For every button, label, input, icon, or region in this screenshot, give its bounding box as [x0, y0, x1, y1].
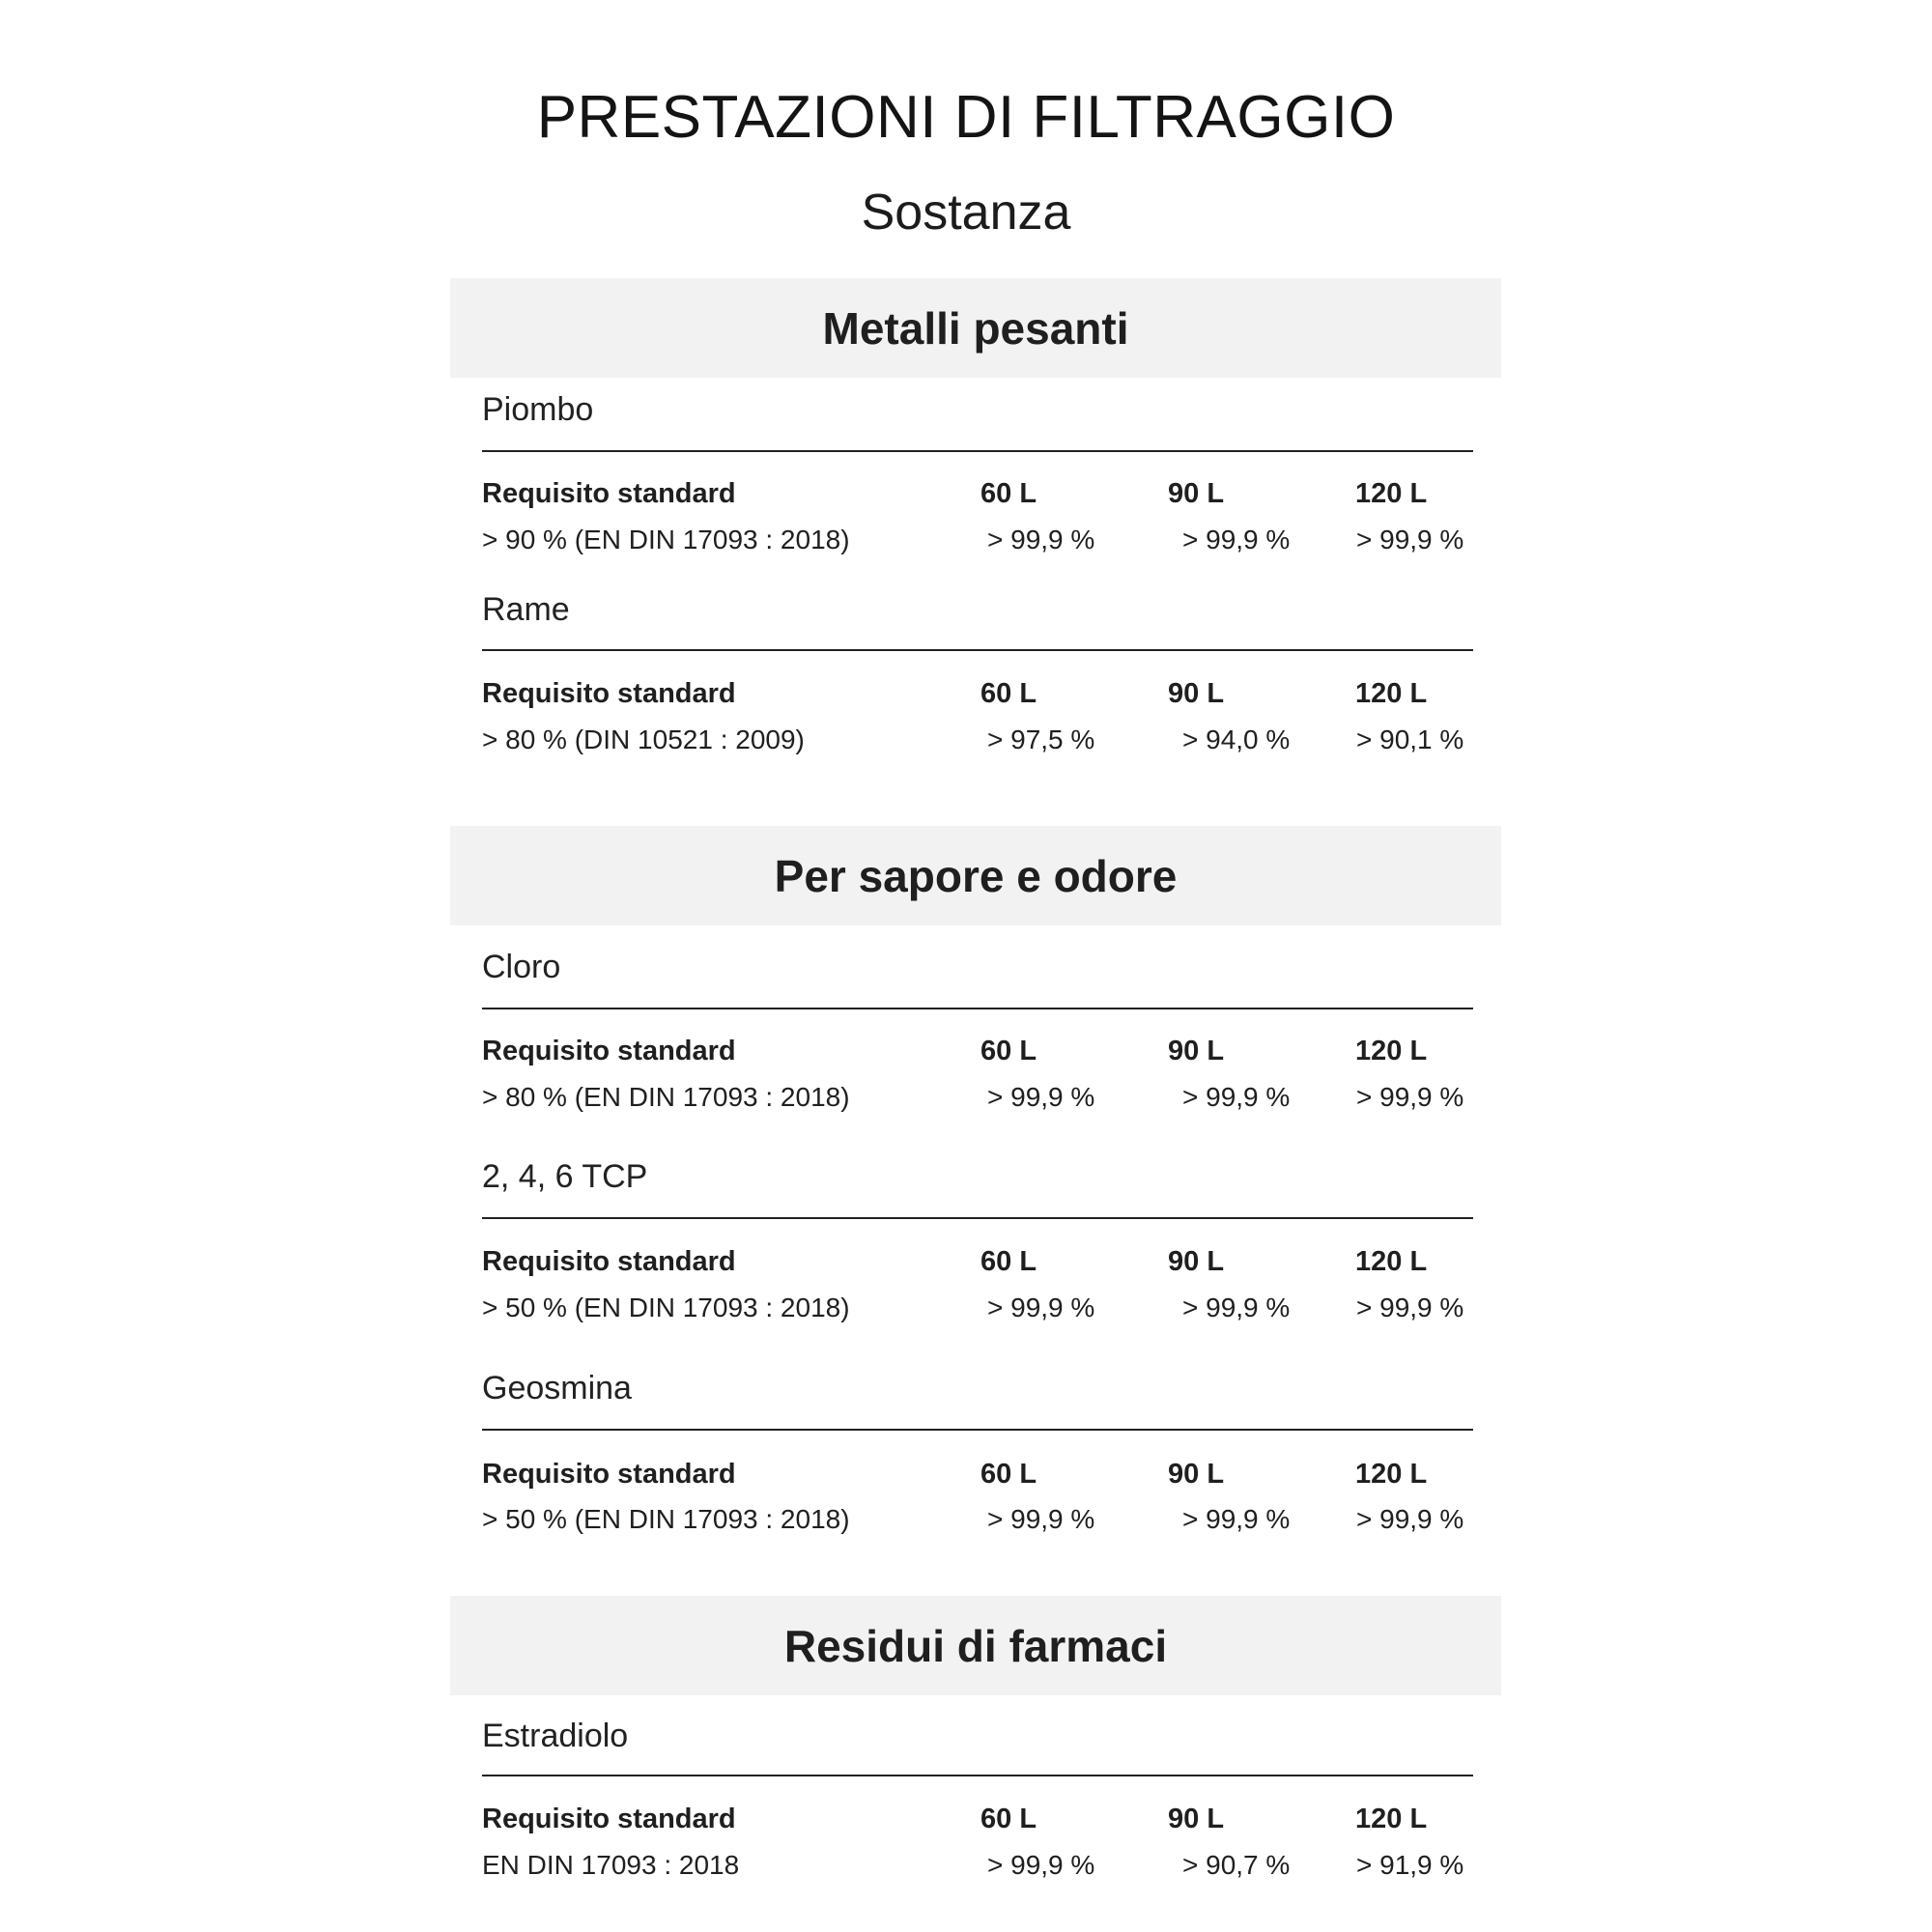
substance-name: Cloro [482, 949, 561, 985]
page-title: PRESTAZIONI DI FILTRAGGIO [536, 84, 1396, 151]
column-header-60l: 60 L [980, 1246, 1037, 1277]
column-header-60l: 60 L [980, 478, 1037, 509]
value-90l: > 94,0 % [1182, 724, 1291, 754]
value-60l: > 99,9 % [987, 1504, 1095, 1534]
value-90l: > 99,9 % [1182, 1082, 1291, 1112]
divider [482, 1008, 1473, 1009]
divider [482, 450, 1473, 452]
section-header-heavy-metals: Metalli pesanti [450, 278, 1501, 378]
divider [482, 1217, 1473, 1219]
substance-name: Estradiolo [482, 1718, 629, 1754]
column-header-120l: 120 L [1355, 1459, 1428, 1490]
divider [482, 1429, 1473, 1431]
value-60l: > 99,9 % [987, 525, 1095, 554]
column-header-90l: 90 L [1168, 678, 1225, 709]
substance-name: Rame [482, 591, 570, 628]
standard-requirement-label: Requisito standard [482, 1036, 736, 1066]
value-120l: > 99,9 % [1356, 525, 1464, 554]
value-60l: > 99,9 % [987, 1293, 1095, 1322]
section-header-drug-residues: Residui di farmaci [450, 1596, 1501, 1695]
value-90l: > 99,9 % [1182, 1504, 1291, 1534]
value-90l: > 99,9 % [1182, 1293, 1291, 1322]
column-header-90l: 90 L [1168, 1459, 1225, 1490]
standard-requirement-label: Requisito standard [482, 1246, 736, 1277]
value-90l: > 99,9 % [1182, 525, 1291, 554]
standard-requirement-label: Requisito standard [482, 1459, 736, 1490]
column-header-120l: 120 L [1355, 1804, 1428, 1834]
value-60l: > 99,9 % [987, 1082, 1095, 1112]
value-90l: > 90,7 % [1182, 1850, 1291, 1880]
value-120l: > 99,9 % [1356, 1293, 1464, 1322]
standard-requirement-label: Requisito standard [482, 678, 736, 709]
standard-requirement-value: > 50 % (EN DIN 17093 : 2018) [482, 1293, 850, 1322]
value-120l: > 91,9 % [1356, 1850, 1464, 1880]
value-120l: > 90,1 % [1356, 724, 1464, 754]
section-header-taste-odor: Per sapore e odore [450, 826, 1501, 925]
value-60l: > 99,9 % [987, 1850, 1095, 1880]
divider [482, 1775, 1473, 1776]
standard-requirement-value: > 80 % (DIN 10521 : 2009) [482, 724, 805, 754]
standard-requirement-value: > 50 % (EN DIN 17093 : 2018) [482, 1504, 850, 1534]
page-subtitle: Sostanza [861, 185, 1071, 241]
column-header-120l: 120 L [1355, 1246, 1428, 1277]
column-header-90l: 90 L [1168, 1804, 1225, 1834]
standard-requirement-value: > 90 % (EN DIN 17093 : 2018) [482, 525, 850, 554]
column-header-120l: 120 L [1355, 478, 1428, 509]
column-header-60l: 60 L [980, 1459, 1037, 1490]
column-header-90l: 90 L [1168, 1246, 1225, 1277]
column-header-90l: 90 L [1168, 478, 1225, 509]
value-120l: > 99,9 % [1356, 1504, 1464, 1534]
column-header-60l: 60 L [980, 1036, 1037, 1066]
divider [482, 649, 1473, 651]
substance-name: Piombo [482, 391, 594, 428]
value-60l: > 97,5 % [987, 724, 1095, 754]
column-header-60l: 60 L [980, 1804, 1037, 1834]
standard-requirement-label: Requisito standard [482, 478, 736, 509]
standard-requirement-value: > 80 % (EN DIN 17093 : 2018) [482, 1082, 850, 1112]
standard-requirement-value: EN DIN 17093 : 2018 [482, 1850, 740, 1880]
value-120l: > 99,9 % [1356, 1082, 1464, 1112]
column-header-90l: 90 L [1168, 1036, 1225, 1066]
column-header-120l: 120 L [1355, 1036, 1428, 1066]
column-header-120l: 120 L [1355, 678, 1428, 709]
substance-name: 2, 4, 6 TCP [482, 1158, 648, 1195]
column-header-60l: 60 L [980, 678, 1037, 709]
standard-requirement-label: Requisito standard [482, 1804, 736, 1834]
substance-name: Geosmina [482, 1370, 632, 1406]
